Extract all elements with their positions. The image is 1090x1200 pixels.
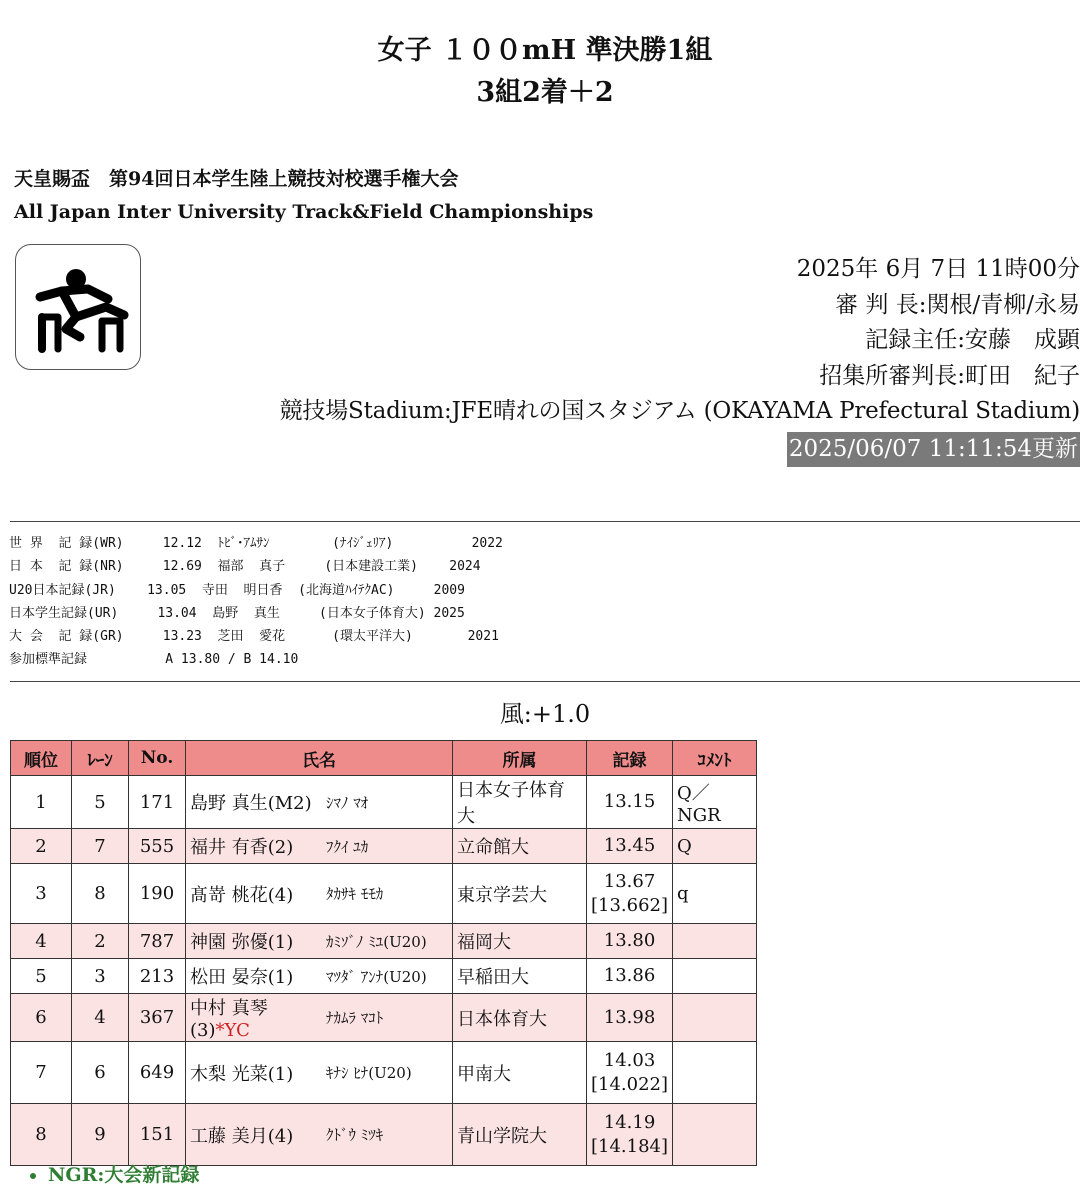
time-cell [587,959,673,994]
hurdles-pictogram-icon [15,244,141,370]
time-precise: [14.184] [591,1135,669,1157]
referee-line: 審 判 長:関根/青柳/永易 [835,291,1080,318]
team-cell: 日本体育大 [453,994,587,1042]
table-row [11,924,757,959]
time-value: 13.86 [603,965,656,986]
athlete-name: 木梨 光菜(1) [190,1063,294,1085]
meet-name-en: All Japan Inter University Track&Field Championships [14,201,594,223]
athlete-kana-cell [322,959,453,994]
athlete-kana-cell [322,1104,453,1166]
rank-cell: 4 [11,924,72,959]
comment-cell: q [673,864,757,924]
yellow-card-tag: *YC [215,1020,250,1041]
athlete-name-cell [186,1104,323,1166]
rank-cell: 5 [11,959,72,994]
rank-cell: 1 [11,776,72,829]
time-value: 14.03 [603,1049,656,1071]
time-value: 14.19 [603,1111,656,1133]
bib-number-cell: 555 [129,829,186,864]
time-cell [587,829,673,864]
athlete-kana-cell [322,776,453,829]
bib-number-cell: 190 [129,864,186,924]
athlete-kana: ﾀｶｻｷ ﾓﾓｶ [326,885,384,903]
athlete-name-cell [186,864,323,924]
athlete-name-cell [186,959,323,994]
table-row [11,829,757,864]
team-cell: 立命館大 [453,829,587,864]
athlete-name-cell [186,1042,323,1104]
athlete-kana: ﾏﾂﾀﾞ ｱﾝﾅ(U20) [326,967,427,986]
results-table [10,740,757,1166]
time-cell [587,924,673,959]
event-info [280,252,1080,467]
time-cell [587,1104,673,1166]
team-cell: 福岡大 [453,924,587,959]
comment-cell [673,924,757,959]
athlete-name: 島野 真生(M2) [190,793,312,814]
lane-cell: 7 [72,829,129,864]
lane-cell: 6 [72,1042,129,1104]
time-value: 13.80 [603,930,656,951]
athlete-kana: ﾅｶﾑﾗ ﾏｺﾄ [326,1009,384,1027]
comment-cell: Q／NGR [673,776,757,829]
athlete-kana: ｶﾐｿﾞﾉ ﾐﾕ(U20) [326,932,427,951]
athlete-name: 工藤 美月(4) [190,1125,294,1147]
col-number: No. [129,741,186,776]
col-name: 氏名 [186,741,453,776]
comment-cell [673,1042,757,1104]
bib-number-cell: 649 [129,1042,186,1104]
divider-bottom [10,681,1080,682]
athlete-name-cell [186,924,323,959]
rank-cell: 8 [11,1104,72,1166]
athlete-name: 髙嵜 桃花(4) [190,884,294,906]
athlete-kana-cell [322,994,453,1042]
table-row [11,776,757,829]
table-row [11,994,757,1042]
athlete-name: 中村 真琴(3) [190,998,268,1041]
time-cell [587,864,673,924]
lane-cell: 5 [72,776,129,829]
col-comment: ｺﾒﾝﾄ [673,741,757,776]
recorder-line: 記録主任:安藤 成顕 [865,327,1080,353]
bib-number-cell: 151 [129,1104,186,1166]
col-team: 所属 [453,741,587,776]
bib-number-cell: 171 [129,776,186,829]
col-rank: 順位 [11,741,72,776]
comment-cell: Q [673,829,757,864]
divider-top [10,521,1080,522]
col-time: 記録 [587,741,673,776]
call-room-line: 招集所審判長:町田 紀子 [819,362,1080,389]
rank-cell: 2 [11,829,72,864]
athlete-name-cell [186,776,323,829]
athlete-name-cell [186,994,323,1042]
meet-name-ja: 天皇賜盃 第94回日本学生陸上競技対校選手権大会 [14,168,459,190]
wind-reading: 風:+1.0 [499,700,591,728]
table-row [11,1042,757,1104]
rank-cell: 6 [11,994,72,1042]
time-precise: [14.022] [591,1073,669,1095]
athlete-kana-cell [322,829,453,864]
event-title: 女子 １００mH 準決勝1組 [377,35,713,66]
time-cell [587,776,673,829]
time-cell [587,994,673,1042]
team-cell: 甲南大 [453,1042,587,1104]
athlete-name: 松田 晏奈(1) [190,967,294,988]
notes-list [28,1161,199,1189]
time-value: 13.98 [603,1006,656,1028]
event-title-block [0,30,1090,114]
meet-name-block [14,163,593,229]
comment-cell [673,994,757,1042]
comment-cell [673,1104,757,1166]
records-block: 世 界 記 録(WR) 12.12 ﾄﾋﾞ･ｱﾑｻﾝ (ﾅｲｼﾞｪﾘｱ) 2022 日 本 記 録(NR) 12.69 福部 真子 (日本建設工業) 2024 U20日本記録(JR) 13.05 寺田 明日香 (北海道ﾊｲﾃｸAC) 2009 日本学生記録(UR) 13.04 島野 真生 (日本女子体育大) 2025 大 会 記 録(GR) 13.23 芝田 愛花 (環太平洋大) 2021 参加標準記録 A 13.80 / B 14.10 [9,536,503,668]
rank-cell: 7 [11,1042,72,1104]
athlete-kana: ｼﾏﾉ ﾏｵ [326,793,369,812]
athlete-kana: ｸﾄﾞｳ ﾐﾂｷ [326,1126,384,1144]
athlete-kana-cell [322,864,453,924]
lane-cell: 9 [72,1104,129,1166]
bib-number-cell: 787 [129,924,186,959]
bib-number-cell: 213 [129,959,186,994]
athlete-kana: ｷﾅｼ ﾋﾅ(U20) [326,1064,412,1082]
athlete-name: 神園 弥優(1) [190,932,294,953]
rank-cell: 3 [11,864,72,924]
athlete-name-cell [186,829,323,864]
stadium-line: 競技場Stadium:JFE晴れの国スタジアム (OKAYAMA Prefectural Stadium) [279,398,1080,424]
team-cell: 早稲田大 [453,959,587,994]
athlete-kana-cell [322,924,453,959]
lane-cell: 2 [72,924,129,959]
table-row [11,1104,757,1166]
team-cell: 青山学院大 [453,1104,587,1166]
lane-cell: 3 [72,959,129,994]
table-row [11,864,757,924]
comment-cell [673,959,757,994]
time-cell [587,1042,673,1104]
table-row [11,959,757,994]
lane-cell: 8 [72,864,129,924]
time-value: 13.15 [603,791,656,812]
time-value: 13.67 [603,870,656,892]
col-lane: ﾚｰﾝ [72,741,129,776]
team-cell: 日本女子体育大 [453,776,587,829]
updated-timestamp: 2025/06/07 11:11:54更新 [787,432,1080,468]
event-datetime: 2025年 6月 7日 11時00分 [796,256,1080,282]
athlete-kana-cell [322,1042,453,1104]
athlete-kana: ﾌｸｲ ﾕｶ [326,837,369,856]
time-value: 13.45 [603,835,656,856]
header-row [11,741,757,776]
bib-number-cell: 367 [129,994,186,1042]
lane-cell: 4 [72,994,129,1042]
qualification-rule: 3組2着＋2 [476,77,614,108]
athlete-name: 福井 有香(2) [190,837,294,858]
time-precise: [13.662] [591,894,669,916]
note-item: • NGR:大会新記録 [48,1161,199,1189]
team-cell: 東京学芸大 [453,864,587,924]
